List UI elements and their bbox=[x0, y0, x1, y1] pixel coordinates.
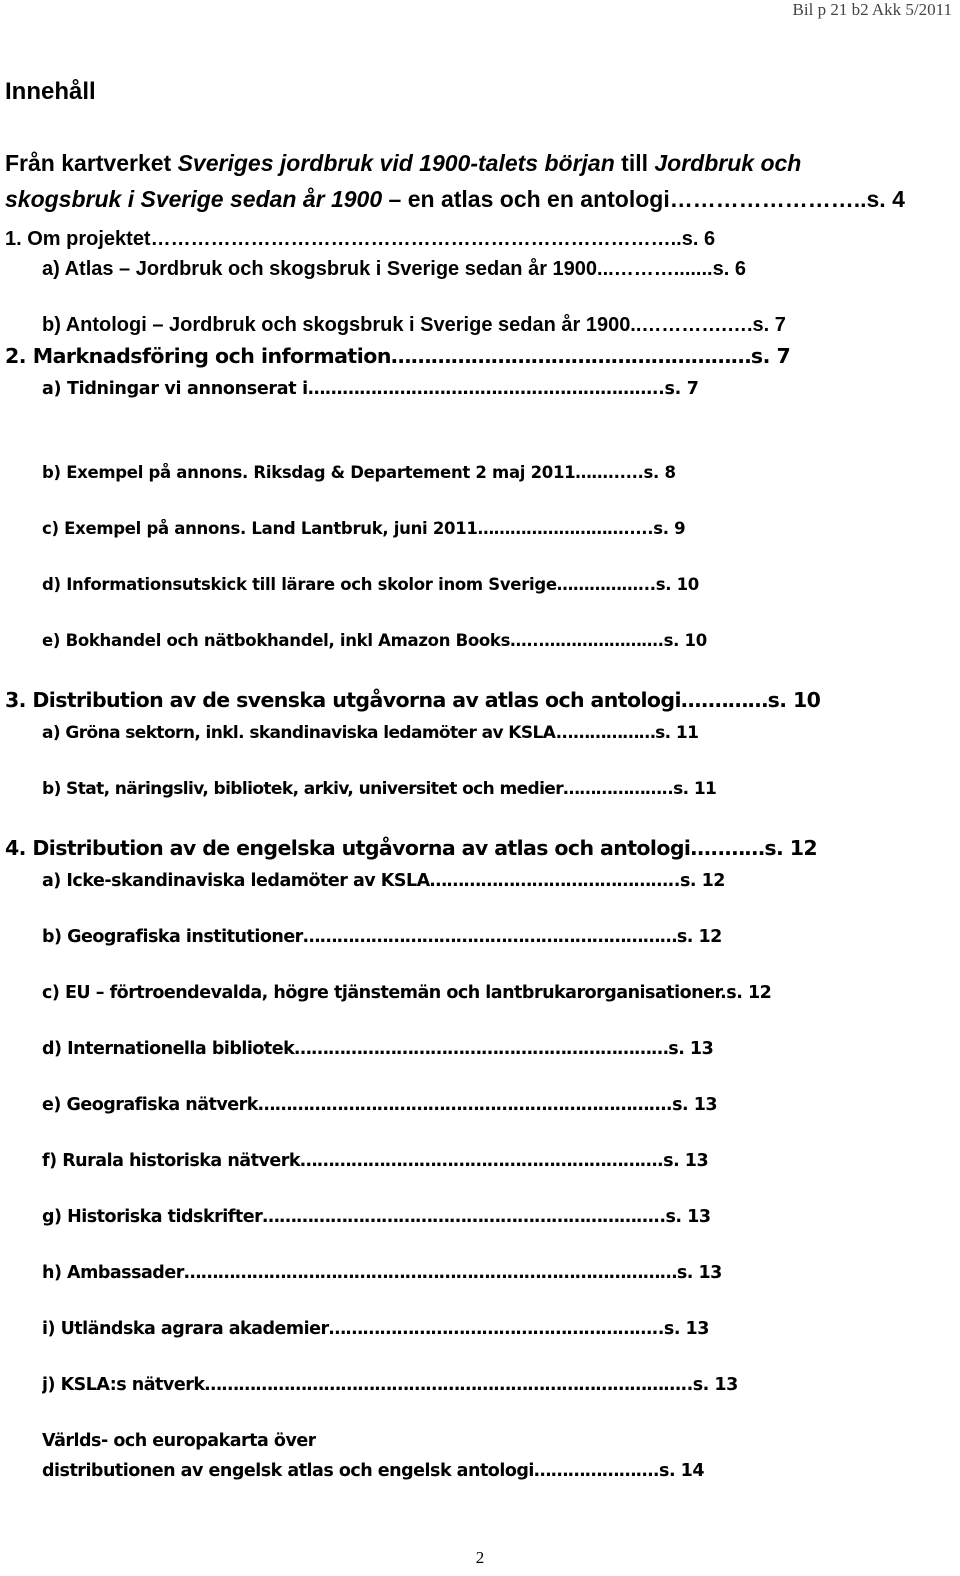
toc-entry-4j: j) KSLA:s nätverk…………………………………………………………………………..s. 13 bbox=[42, 1375, 738, 1395]
toc-entry-4e: e) Geografiska nätverk……………………………………………………………….s. 13 bbox=[42, 1095, 718, 1115]
toc-entry-4c: c) EU – förtroendevalda, högre tjänstemän och lantbrukarorganisationer.s. 12 bbox=[42, 983, 772, 1003]
toc-entry-4g: g) Historiska tidskrifter……………………………………………………………..s. 13 bbox=[42, 1207, 711, 1227]
toc-entry-4: 4. Distribution av de engelska utgåvorna av atlas och antologi…..……s. 12 bbox=[5, 836, 818, 860]
intro-line-1 bbox=[5, 150, 801, 177]
header-reference: Bil p 21 b2 Akk 5/2011 bbox=[792, 0, 952, 19]
toc-entry-1: 1. Om projektet……………………………………………………………………..s. 6 bbox=[5, 228, 716, 250]
toc-entry-3: 3. Distribution av de svenska utgåvorna av atlas och antologi….………s. 10 bbox=[5, 688, 821, 712]
toc-entry-2c: c) Exempel på annons. Land Lantbruk, juni 2011……………………….....s. 9 bbox=[42, 519, 686, 538]
toc-entry-3a: a) Gröna sektorn, inkl. skandinaviska ledamöter av KSLA...……………s. 11 bbox=[42, 723, 699, 743]
toc-entry-4a: a) Icke-skandinaviska ledamöter av KSLA……………………………………..s. 12 bbox=[42, 871, 725, 891]
toc-entry-4d: d) Internationella bibliotek…………………………………………………………s. 13 bbox=[42, 1039, 714, 1059]
toc-entry-2e: e) Bokhandel och nätbokhandel, inkl Amazon Books…...………………….s. 10 bbox=[42, 631, 707, 650]
toc-entry-1b: b) Antologi – Jordbruk och skogsbruk i Sverige sedan år 1900..………….….s. 7 bbox=[42, 314, 786, 336]
page-number: 2 bbox=[475, 1548, 485, 1567]
toc-entry-4h: h) Ambassader……………………………………………………………………………s. 13 bbox=[42, 1263, 722, 1283]
toc-entry-2b: b) Exempel på annons. Riksdag & Departement 2 maj 2011……......s. 8 bbox=[42, 463, 676, 482]
intro-pre: Från kartverket bbox=[5, 150, 178, 176]
toc-entry-2a: a) Tidningar vi annonserat i……………………………………………………..s. 7 bbox=[42, 379, 699, 399]
intro-italic-title-1: Sveriges jordbruk vid 1900-talets början bbox=[177, 150, 615, 176]
toc-entry-4f: f) Rurala historiska nätverk……………………………………………………….s. 13 bbox=[42, 1151, 709, 1171]
toc-closing-line-2: distributionen av engelsk atlas och engelsk antologi………………….s. 14 bbox=[42, 1461, 705, 1481]
toc-entry-4i: i) Utländska agrara akademier…………………………………………………..s. 13 bbox=[42, 1319, 709, 1339]
toc-closing-line-1: Världs- och europakarta över bbox=[42, 1431, 316, 1451]
intro-rest: – en atlas och en antologi……………………..s. 4 bbox=[382, 186, 905, 212]
toc-entry-1a: a) Atlas – Jordbruk och skogsbruk i Sverige sedan år 1900...……….......s. 6 bbox=[42, 258, 746, 280]
toc-entry-4b: b) Geografiska institutioner…………………………………………………………s. 12 bbox=[42, 927, 722, 947]
toc-heading: Innehåll bbox=[5, 78, 96, 105]
intro-italic-title-2: Jordbruk och bbox=[654, 150, 802, 176]
toc-entry-2: 2. Marknadsföring och information………………………………………………s. 7 bbox=[5, 344, 791, 368]
toc-entry-3b: b) Stat, näringsliv, bibliotek, arkiv, universitet och medier………………..s. 11 bbox=[42, 779, 717, 799]
intro-line-2 bbox=[5, 186, 905, 213]
intro-mid: till bbox=[614, 150, 655, 176]
intro-italic-title-3: skogsbruk i Sverige sedan år 1900 bbox=[5, 186, 383, 212]
toc-entry-2d: d) Informationsutskick till lärare och skolor inom Sverige……………...s. 10 bbox=[42, 575, 699, 594]
